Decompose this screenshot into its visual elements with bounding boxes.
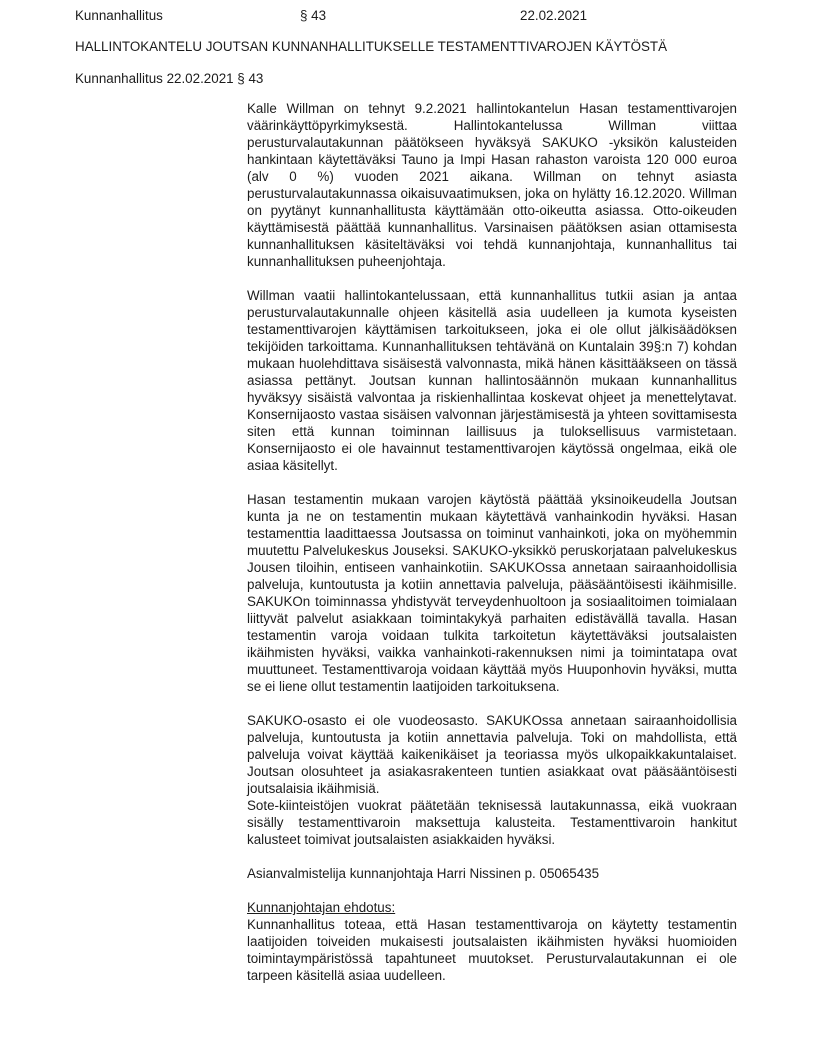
header-date: 22.02.2021 bbox=[520, 8, 588, 23]
header-org: Kunnanhallitus bbox=[75, 8, 163, 23]
proposal-heading: Kunnanjohtajan ehdotus: bbox=[247, 900, 396, 915]
paragraph-complaint-demands: Willman vaatii hallintokantelussaan, että kunnanhallitus tutkii asian ja antaa perusturvalautakunnalle ohjeen käsitellä asia uudelleen ja kumota kyseisten testamenttivarojen käyttämisen tarkoitukseen, joka ei ole ollut jälkisäädöksen tekijöiden tarkoittama. Kunnanhallituksen tehtävänä on Kuntalain 39§:n 7) kohdan mukaan huolehdittava sisäisestä valvonnasta, mikä hänen käsittääkseen on tässä asiassa pettänyt. Joutsan kunnan hallintosäännön mukaan kunnanhallitus hyväksyy sisäistä valvontaa ja riskienhallintaa koskevat ohjeet ja menettelytavat. Konsernijaosto vastaa sisäisen valvonnan järjestämisestä ja yhteen sovittamisesta siten että kunnan toiminnan laillisuus ja tuloksellisuus varmistetaan. Konsernijaosto ei ole havainnut testamenttivarojen käytössä ongelmaa, eikä ole asiaa käsitellyt. bbox=[247, 288, 737, 473]
paragraph-complaint-intro: Kalle Willman on tehnyt 9.2.2021 hallintokantelun Hasan testamenttivarojen väärinkäyttöpyrkimyksestä. Hallintokantelussa Willman viittaa perusturvalautakunnan päätökseen hyväksyä SAKUKO -yksikön kalusteiden hankintaan käytettäväksi Tauno ja Impi Hasan rahaston varoista 120 000 euroa (alv 0 %) vuoden 2021 aikana. Willman on tehnyt asiasta perusturvalautakunnassa oikaisuvaatimuksen, joka on hylätty 16.12.2020. Willman on pyytänyt kunnanhallitusta käyttämään otto-oikeutta asiassa. Otto-oikeuden käyttämisestä päättää kunnanhallitus. Varsinaisen päätöksen asian ottamisesta kunnanhallituksen käsiteltäväksi voi tehdä kunnanjohtaja, kunnanhallitus tai kunnanhallituksen puheenjohtaja. bbox=[247, 101, 737, 269]
paragraph-sakuko-ward: SAKUKO-osasto ei ole vuodeosasto. SAKUKOssa annetaan sairaanhoidollisia palveluja, kuntoutusta ja kotiin annettavia palveluja. Toki on mahdollista, että palveluja voivat käyttää kaikenikäiset ja teoriassa myös ulkopaikkakuntalaiset. Joutsan olosuhteet ja asiakasrakenteen tuntien asiakkaat ovat pääsääntöisesti joutsalaisia ikäihmisiä. bbox=[247, 713, 737, 796]
document-header bbox=[75, 7, 737, 24]
paragraph-testament-terms: Hasan testamentin mukaan varojen käytöstä päättää yksinoikeudella Joutsan kunta ja ne on testamentin mukaan käytettävä vanhainkodin hyväksi. Hasan testamenttia laadittaessa Joutsassa on toiminut vanhainkoti, joka on myöhemmin muutettu Palvelukeskus Jouseksi. SAKUKO-yksikkö peruskorjataan palvelukeskus Jousen tiloihin, entiseen vanhainkotiin. SAKUKOssa annetaan sairaanhoidollisia palveluja, kuntoutusta ja kotiin annettavia palveluja, pääsääntöisesti ikäihmisille. SAKUKOn toiminnassa yhdistyvät terveydenhuoltoon ja sosiaalitoimen toimialaan liittyvät palvelut asiakkaan toimintakykyä parhaiten edistävällä tavalla. Hasan testamentin varoja voidaan tulkita tarkoitetun käytettäväksi joutsalaisten ikäihmisten hyväksi, vaikka vanhainkoti-rakennuksen nimi ja toimintatapa ovat muuttuneet. Testamenttivaroja voidaan käyttää myös Huuponhovin hyväksi, mutta se ei liene ollut testamentin laatijoiden tarkoituksena. bbox=[247, 492, 737, 694]
preparer-line: Asianvalmistelija kunnanjohtaja Harri Nissinen p. 05065435 bbox=[247, 866, 600, 881]
document-subtitle: Kunnanhallitus 22.02.2021 § 43 bbox=[75, 71, 264, 86]
document-body bbox=[247, 100, 737, 984]
header-section-mark: § 43 bbox=[300, 8, 327, 23]
paragraph-sote-rents: Sote-kiinteistöjen vuokrat päätetään teknisessä lautakunnassa, eikä vuokraan sisälly testamenttivaroin maksettuja kalusteita. Testamenttivaroin hankitut kalusteet toimivat joutsalaisten asiakkaiden hyväksi. bbox=[247, 798, 737, 847]
proposal-text: Kunnanhallitus toteaa, että Hasan testamenttivaroja on käytetty testamentin laatijoiden toiveiden mukaisesti joutsalaisten ikäihmisten hyväksi huomioiden toimintaympäristössä tapahtuneet muutokset. Perusturvalautakunnan ei ole tarpeen käsitellä asiaa uudelleen. bbox=[247, 917, 737, 983]
document-title: HALLINTOKANTELU JOUTSAN KUNNANHALLITUKSELLE TESTAMENTTIVAROJEN KÄYTÖSTÄ bbox=[75, 39, 668, 54]
